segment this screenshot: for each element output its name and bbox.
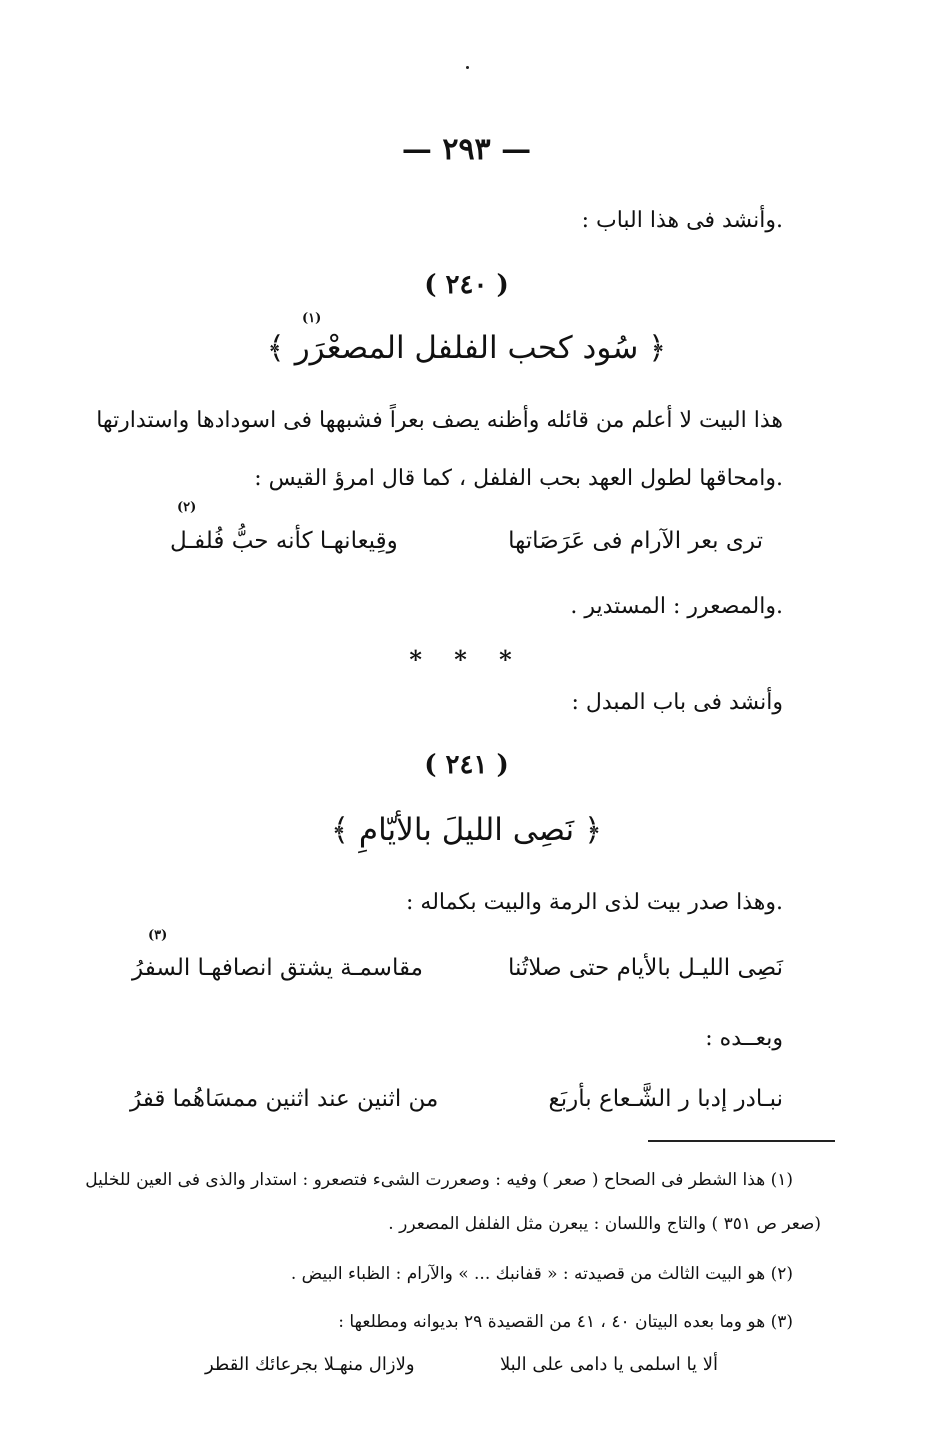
entry-headline: ﴿ نَصِى الليلَ بالأيّامِ ﴾ [330, 812, 603, 848]
paragraph-line: .وهذا صدر بيت لذى الرمة والبيت بكماله : [406, 890, 783, 915]
after-label: وبعــده : [705, 1026, 783, 1051]
footnote-rule [648, 1140, 835, 1142]
gloss-line: .والمصعرر : المستدير . [570, 594, 783, 619]
page-number: — ٢٩٣ — [401, 132, 532, 167]
section-intro: وأنشد فى باب المبدل : [571, 690, 783, 715]
footnote-marker: (٢) [177, 500, 197, 515]
verse-hemistich-right: ترى بعر الآرام فى عَرَصَاتها [508, 528, 763, 554]
footnote-verse-right: ألا يا اسلمى يا دامى على البلا [499, 1354, 718, 1375]
footnote-line: (صعر ص ٣٥١ ) والتاج واللسان : يبعرن مثل الفلفل المصعرر . [388, 1214, 821, 1234]
paragraph-line: هذا البيت لا أعلم من قائله وأظنه يصف بعراً فشبهها فى اسودادها واستدارتها [96, 408, 783, 433]
entry-number: ( ٢٤١ ) [424, 750, 509, 780]
paragraph-line: .وامحاقها لطول العهد بحب الفلفل ، كما قال امرؤ القيس : [254, 466, 783, 491]
verse-hemistich-left: من اثنين عند اثنين ممسَاهُما قفرُ [130, 1086, 439, 1112]
footnote-verse-left: ولازال منهـلا بجرعائك القطر [205, 1354, 415, 1375]
footnote-line: (٣) هو وما بعده البيتان ٤٠ ، ٤١ من القصيدة ٢٩ بديوانه ومطلعها : [338, 1312, 793, 1332]
footnote-marker: (١) [302, 311, 322, 326]
verse-hemistich-right: نَصِى الليـل بالأيام حتى صلاتُنا [508, 955, 783, 981]
footnote-line: (١) هذا الشطر فى الصحاح ( صعر ) وفيه : وصعررت الشىء فتصعرو : استدار والذى فى العين للخليل [85, 1170, 793, 1190]
verse-hemistich-right: نبـادر إدبا ر الشَّـعاع بأربَع [548, 1086, 783, 1112]
section-intro: .وأنشد فى هذا الباب : [581, 208, 783, 233]
verse-hemistich-left: وقِيعانهـا كأنه حبُّ فُلفـل [170, 528, 398, 554]
footnote-line: (٢) هو البيت الثالث من قصيدته : « قفانبك ... » والآرام : الظباء البيض . [290, 1264, 793, 1284]
printer-dot [466, 66, 469, 69]
footnote-marker: (٣) [148, 928, 168, 943]
verse-hemistich-left: مقاسمـة يشتق انصافهـا السفرُ [132, 955, 423, 981]
entry-number: ( ٢٤٠ ) [424, 270, 509, 300]
section-separator: * * * [409, 645, 524, 674]
entry-headline: ﴿ سُود كحب الفلفل المصعْرَر ﴾ [266, 330, 667, 366]
